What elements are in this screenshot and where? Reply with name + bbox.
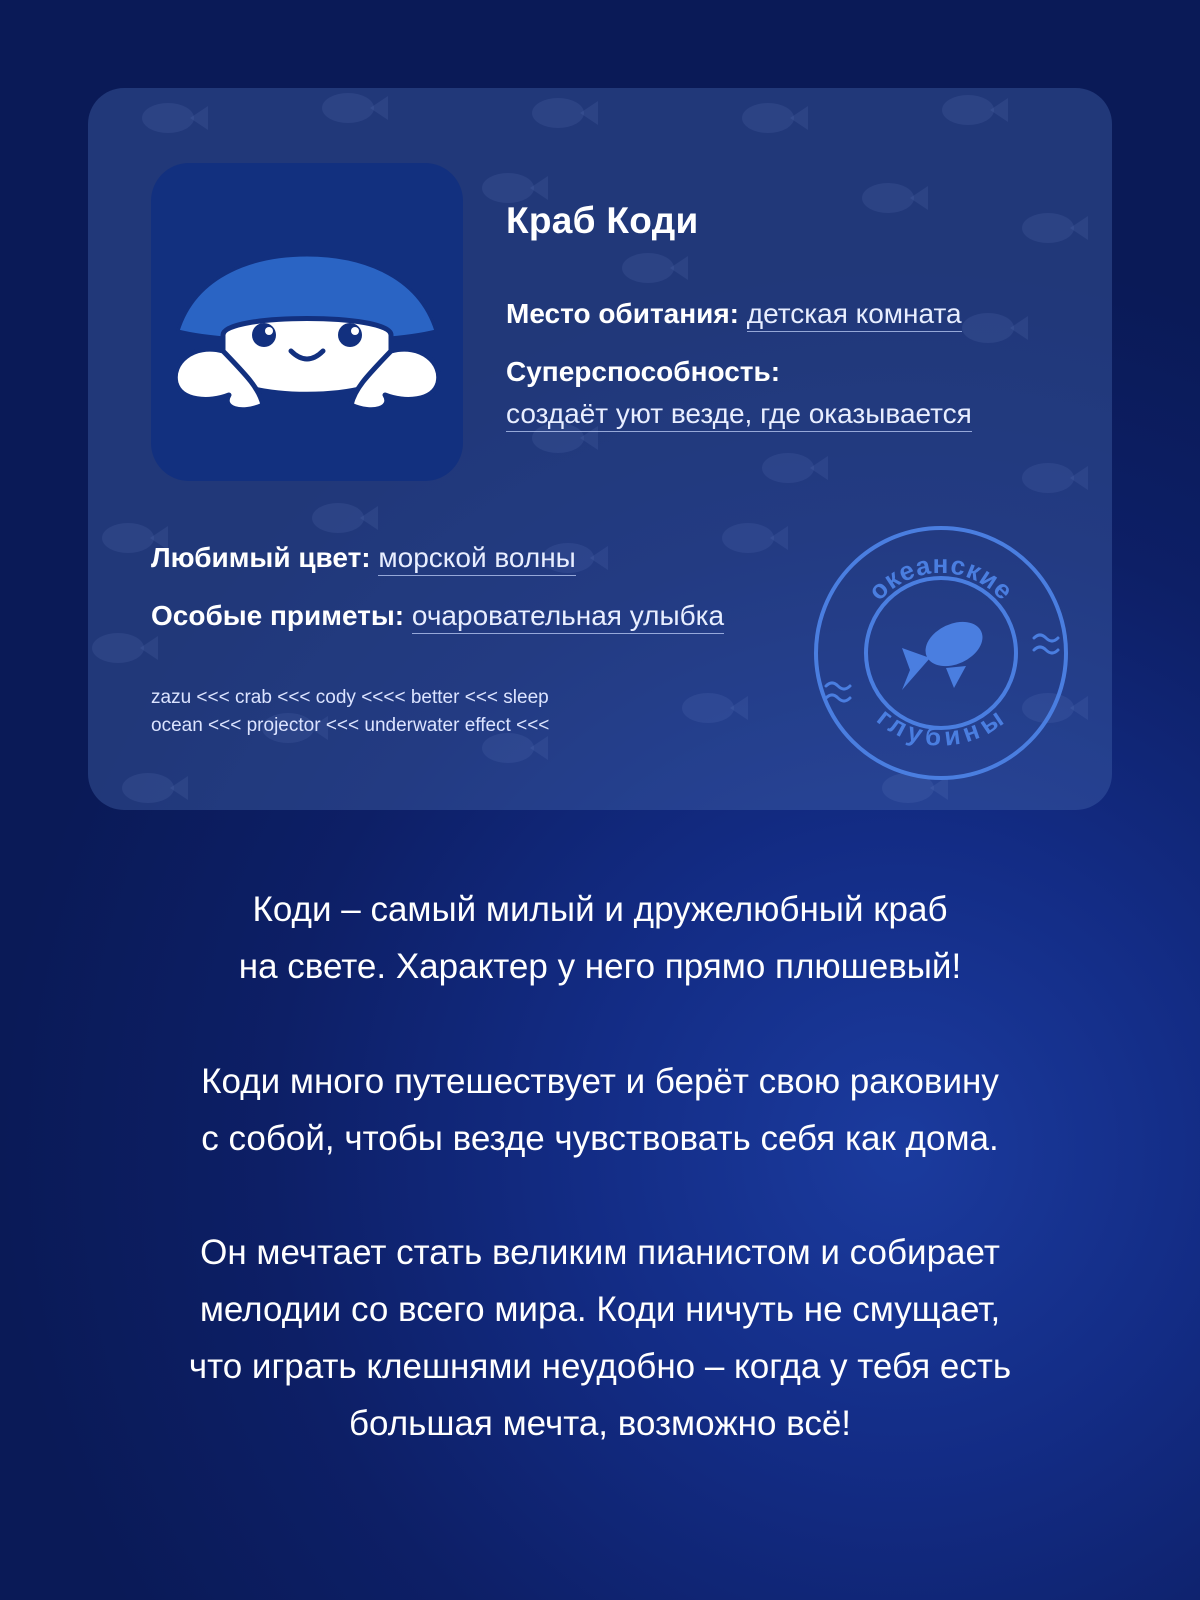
description-line: Он мечтает стать великим пианистом и собирает xyxy=(200,1233,1000,1272)
ocean-depths-stamp xyxy=(806,518,1076,788)
favorite-color-label: Любимый цвет: xyxy=(151,542,371,573)
features-label: Особые приметы: xyxy=(151,600,405,631)
description-paragraph xyxy=(0,1053,1200,1167)
habitat-label: Место обитания: xyxy=(506,298,740,329)
features-value: очаровательная улыбка xyxy=(412,600,724,634)
favorite-color-value: морской волны xyxy=(378,542,575,576)
fish-icon xyxy=(902,613,990,690)
stamp-top-text: океанские xyxy=(862,548,1020,606)
crab-icon xyxy=(151,163,463,481)
favorite-color-row xyxy=(151,542,576,574)
svg-text:глубины xyxy=(872,702,1010,752)
stamp-bottom-text: глубины xyxy=(871,701,1010,752)
avatar-box xyxy=(151,163,463,481)
code-line: zazu <<< crab <<< cody <<<< better <<< sleep xyxy=(151,687,549,708)
code-line: ocean <<< projector <<< underwater effect <<< xyxy=(151,715,550,736)
description-line: с собой, чтобы везде чувствовать себя как дома. xyxy=(201,1119,999,1158)
description-line: Коди – самый милый и дружелюбный краб xyxy=(252,890,948,929)
description-paragraph xyxy=(0,881,1200,995)
habitat-row xyxy=(506,298,962,330)
habitat-value: детская комната xyxy=(747,298,962,332)
superpower-value: создаёт уют везде, где оказывается xyxy=(506,398,972,432)
description-line: на свете. Характер у него прямо плюшевый! xyxy=(238,947,962,986)
description-line: Коди много путешествует и берёт свою раковину xyxy=(201,1062,999,1101)
superpower-row xyxy=(506,356,780,388)
features-row xyxy=(151,600,724,632)
description-paragraph xyxy=(0,1224,1200,1452)
superpower-label: Суперспособность: xyxy=(506,356,781,387)
description-line: мелодии со всего мира. Коди ничуть не смущает, xyxy=(199,1290,1001,1329)
superpower-value-row xyxy=(506,398,972,430)
character-card xyxy=(88,88,1112,810)
character-name: Краб Коди xyxy=(506,200,699,241)
svg-text:океанские xyxy=(862,549,1020,606)
description-line: что играть клешнями неудобно – когда у тебя есть xyxy=(188,1347,1012,1386)
code-lines xyxy=(151,684,549,740)
description-line: большая мечта, возможно всё! xyxy=(348,1404,852,1443)
